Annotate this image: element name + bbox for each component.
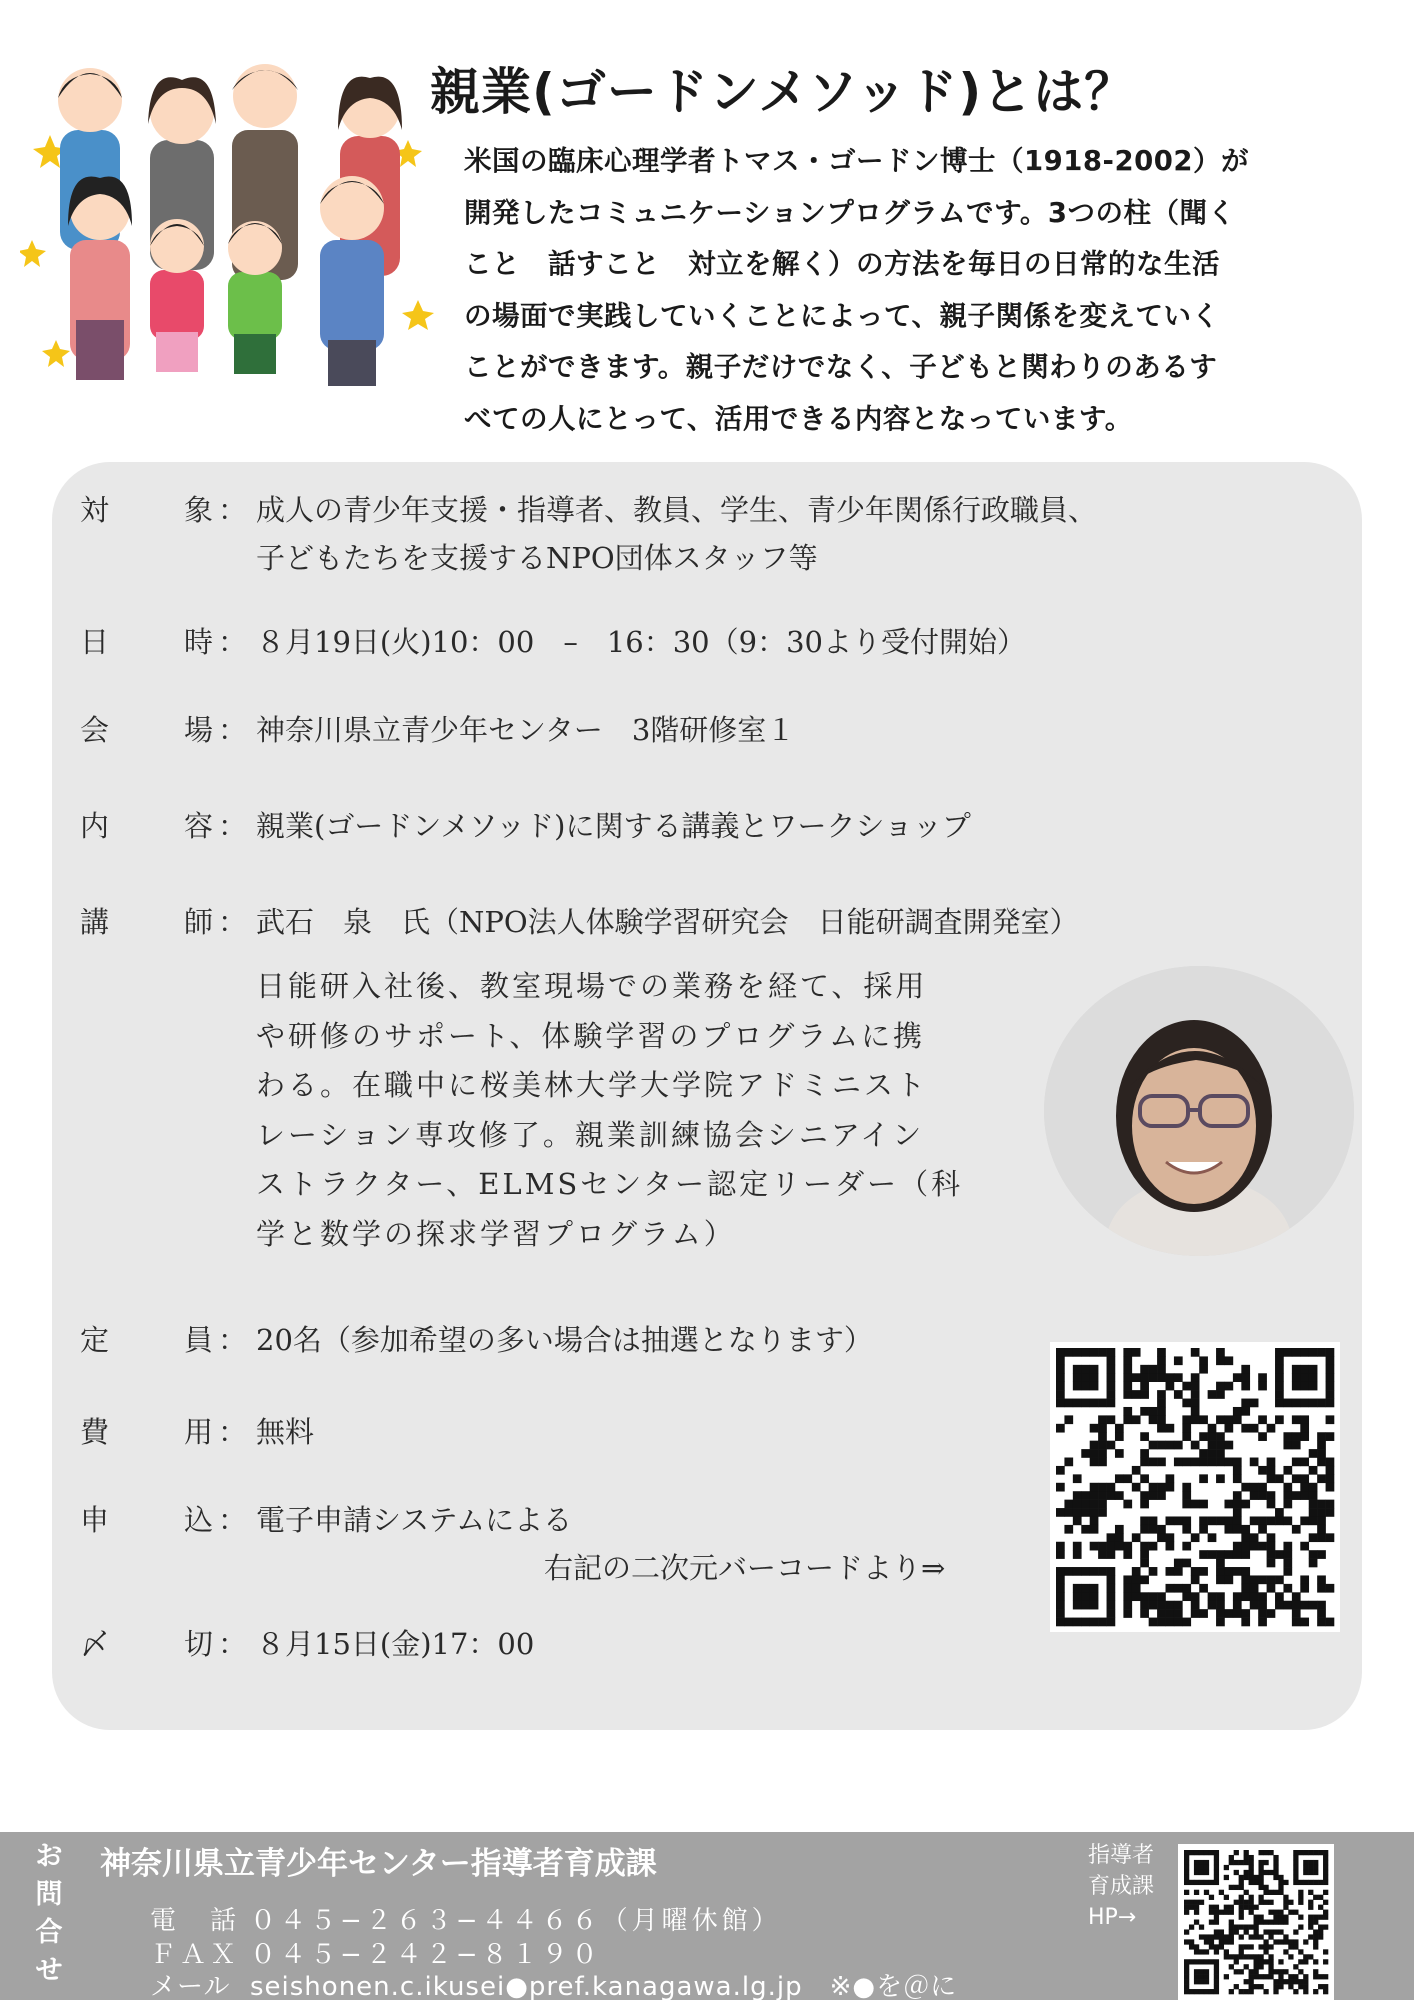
mail-label: メール [150, 1972, 231, 2002]
hp-label-line: 育成課 [1088, 1874, 1155, 1899]
intro-paragraph [464, 136, 1324, 445]
contact-label-char: お [35, 1841, 63, 1872]
mail-address[interactable]: seishonen.c.ikusei●pref.kanagawa.lg.jp ※●を＠に [250, 1972, 958, 2002]
family-illustration [20, 40, 440, 400]
content-value: 親業(ゴードンメソッド)に関する講義とワークショップ [256, 809, 971, 843]
lecturer-key-1: 講 [80, 905, 110, 939]
capacity-colon: ： [218, 1323, 248, 1357]
intro-line: べての人にとって、活用できる内容となっています。 [464, 402, 1133, 435]
target-colon: ： [218, 493, 248, 527]
intro-line: 開発したコミュニケーションプログラムです。3つの柱（聞く [464, 196, 1236, 229]
deadline-key-1: 〆 [80, 1627, 110, 1661]
capacity-key-2: 員 [184, 1323, 214, 1357]
lecturer-photo [1044, 966, 1354, 1256]
venue-key-1: 会 [80, 713, 110, 747]
bio-line: 日能研入社後、教室現場での業務を経て、採用 [256, 969, 928, 1003]
venue-colon: ： [218, 713, 248, 747]
lecturer-colon: ： [218, 905, 248, 939]
target-value-line1: 成人の青少年支援・指導者、教員、学生、青少年関係行政職員、 [256, 493, 1098, 527]
content-key-1: 内 [80, 809, 110, 843]
capacity-value: 20名（参加希望の多い場合は抽選となります） [256, 1323, 873, 1357]
bio-line: 学と数学の探求学習プログラム） [256, 1216, 736, 1251]
page-title: 親業(ゴードンメソッド)とは？ [430, 63, 1136, 121]
contact-label-char: 問 [35, 1879, 63, 1910]
lecturer-key-2: 師 [184, 905, 214, 939]
bio-line: レーション専攻修了。親業訓練協会シニアイン [256, 1117, 925, 1152]
contact-label-char: せ [35, 1955, 63, 1986]
phone-number[interactable]: ０４５−２６３−４４６６（月曜休館） [250, 1906, 782, 1936]
deadline-value: ８月15日(金)17：00 [256, 1627, 535, 1661]
datetime-key-2: 時 [184, 625, 214, 659]
apply-key-1: 申 [80, 1503, 110, 1537]
target-key-1: 対 [80, 493, 110, 527]
hp-label-line: 指導者 [1088, 1843, 1155, 1868]
intro-line: の場面で実践していくことによって、親子関係を変えていく [464, 299, 1220, 332]
fee-key-2: 用 [184, 1415, 214, 1449]
content-key-2: 容 [184, 809, 214, 843]
apply-value: 電子申請システムによる [256, 1503, 573, 1537]
bio-line: ストラクター、ELMSセンター認定リーダー（科 [256, 1167, 964, 1201]
contact-footer [0, 1832, 1414, 2000]
bio-line: わる。在職中に桜美林大学大学院アドミニスト [256, 1068, 929, 1102]
datetime-colon: ： [218, 625, 248, 659]
target-key-2: 象 [184, 493, 214, 527]
phone-line [150, 1900, 782, 1937]
bio-line: や研修のサポート、体験学習のプログラムに携 [256, 1018, 926, 1053]
organization-name: 神奈川県立青少年センター指導者育成課 [100, 1846, 657, 1882]
homepage-label [1088, 1840, 1178, 1933]
phone-label: 電 話 [150, 1906, 241, 1936]
venue-key-2: 場 [184, 713, 214, 747]
target-value-line2: 子どもたちを支援するNPO団体スタッフ等 [256, 541, 818, 575]
lecturer-value: 武石 泉 氏（NPO法人体験学習研究会 日能研調査開発室） [256, 905, 1079, 939]
apply-colon: ： [218, 1503, 248, 1537]
fee-key-1: 費 [80, 1415, 110, 1449]
venue-value: 神奈川県立青少年センター 3階研修室１ [256, 713, 796, 747]
fee-value: 無料 [256, 1415, 315, 1449]
content-colon: ： [218, 809, 248, 843]
contact-label-char: 合 [35, 1917, 63, 1948]
intro-line: 米国の臨床心理学者トマス・ゴードン博士（1918-2002）が [464, 145, 1249, 177]
apply-qr-pointer: 右記の二次元バーコードより⇒ [544, 1551, 946, 1585]
deadline-colon: ： [218, 1627, 248, 1661]
hp-label-line: HP→ [1088, 1905, 1137, 1930]
fax-label: ＦＡＸ [150, 1940, 241, 1970]
deadline-key-2: 切 [184, 1627, 214, 1661]
capacity-key-1: 定 [80, 1323, 110, 1357]
datetime-key-1: 日 [80, 625, 110, 659]
apply-key-2: 込 [184, 1503, 214, 1537]
qr-code-homepage[interactable] [1178, 1844, 1334, 2000]
datetime-value: ８月19日(火)10：00 – 16：30（9：30より受付開始） [256, 625, 1026, 659]
lecturer-bio [256, 962, 1036, 1259]
fee-colon: ： [218, 1415, 248, 1449]
intro-line: こと 話すこと 対立を解く）の方法を毎日の日常的な生活 [464, 248, 1220, 280]
contact-label [34, 1838, 64, 1990]
fax-number: ０４５−２４２−８１９０ [250, 1940, 602, 1970]
intro-line: ことができます。親子だけでなく、子どもと関わりのあるす [464, 351, 1218, 383]
qr-code-application[interactable] [1050, 1342, 1340, 1632]
mail-line [150, 1966, 957, 2003]
